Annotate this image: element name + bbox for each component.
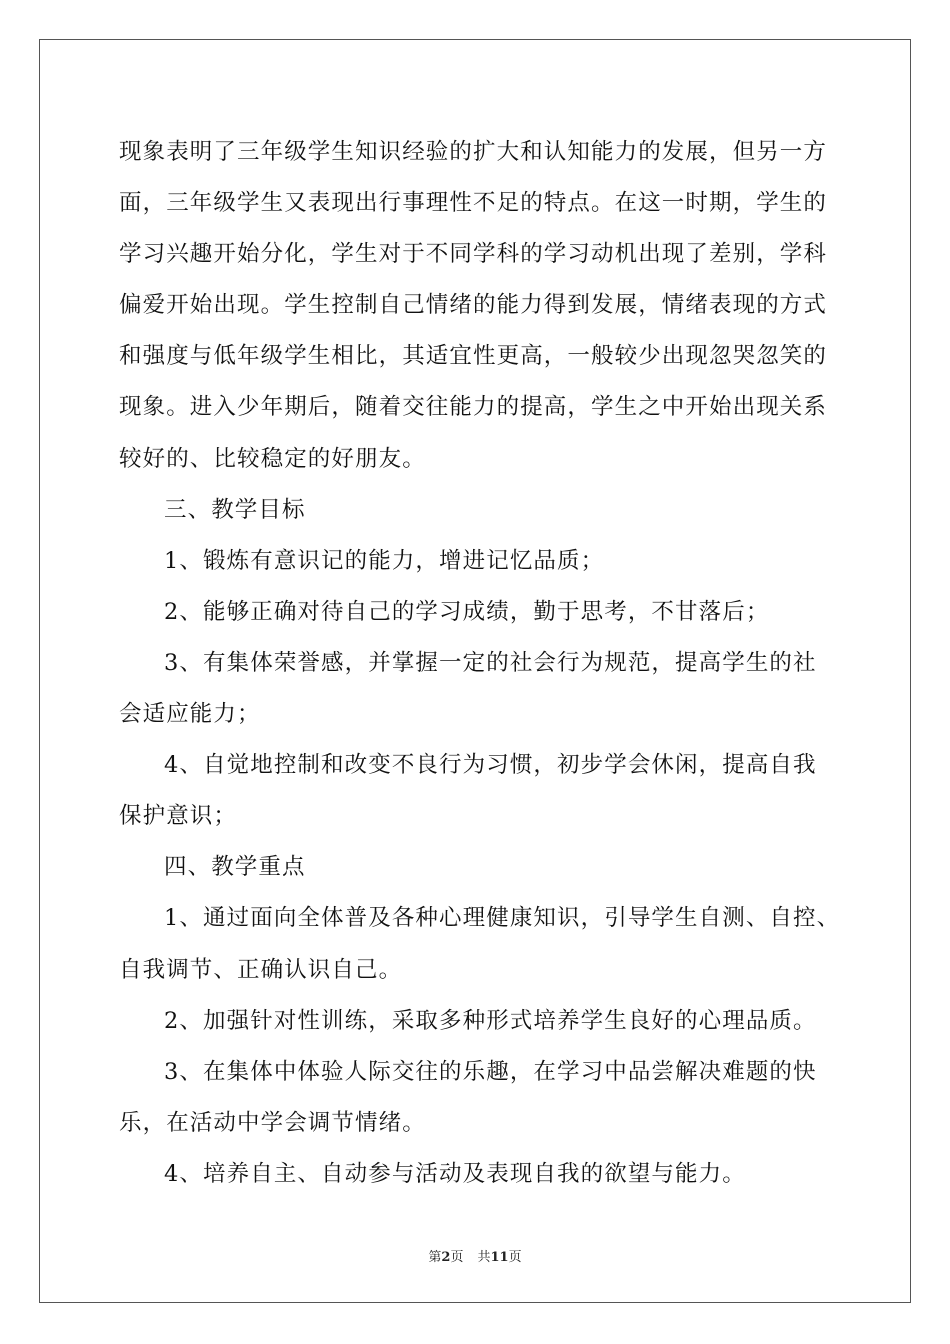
objective-item: 2、能够正确对待自己的学习成绩，勤于思考，不甘落后； — [164, 598, 770, 625]
text-line: 面，三年级学生又表现出行事理性不足的特点。在这一时期，学生的 — [119, 190, 828, 217]
text-line: 和强度与低年级学生相比，其适宜性更高，一般较少出现忽哭忽笑的 — [119, 343, 828, 370]
objective-item-continued: 保护意识； — [119, 803, 238, 830]
text-line: 现象。进入少年期后，随着交往能力的提高，学生之中开始出现关系 — [119, 394, 828, 421]
page-suffix: 页 — [450, 1250, 464, 1265]
key-point-item: 4、培养自主、自动参与活动及表现自我的欲望与能力。 — [164, 1160, 746, 1187]
key-point-item: 3、在集体中体验人际交往的乐趣，在学习中品尝解决难题的快 — [164, 1058, 817, 1085]
objective-item-continued: 会适应能力； — [119, 701, 261, 728]
key-point-item-continued: 乐，在活动中学会调节情绪。 — [119, 1109, 426, 1136]
total-prefix: 共 — [477, 1250, 491, 1265]
text-line: 现象表明了三年级学生知识经验的扩大和认知能力的发展，但另一方 — [119, 139, 828, 165]
key-point-item: 1、通过面向全体普及各种心理健康知识，引导学生自测、自控、 — [164, 905, 841, 932]
key-point-item-continued: 自我调节、正确认识自己。 — [119, 956, 403, 983]
total-pages: 11 — [490, 1250, 509, 1265]
objective-item: 1、锻炼有意识记的能力，增进记忆品质； — [164, 547, 605, 574]
section-heading-key-points: 四、教学重点 — [164, 854, 306, 881]
page-number: 2 — [441, 1250, 451, 1265]
total-suffix: 页 — [508, 1250, 522, 1265]
page-prefix: 第 — [428, 1250, 442, 1265]
document-body — [119, 127, 839, 1200]
text-line: 学习兴趣开始分化，学生对于不同学科的学习动机出现了差别，学科 — [119, 241, 828, 268]
objective-item: 4、自觉地控制和改变不良行为习惯，初步学会休闲，提高自我 — [164, 752, 817, 779]
section-heading-objectives: 三、教学目标 — [164, 496, 306, 523]
objective-item: 3、有集体荣誉感，并掌握一定的社会行为规范，提高学生的社 — [164, 649, 817, 676]
key-point-item: 2、加强针对性训练，采取多种形式培养学生良好的心理品质。 — [164, 1007, 817, 1034]
text-line: 较好的、比较稳定的好朋友。 — [119, 445, 426, 472]
page-footer — [0, 1246, 950, 1265]
text-line: 偏爱开始出现。学生控制自己情绪的能力得到发展，情绪表现的方式 — [119, 292, 828, 319]
